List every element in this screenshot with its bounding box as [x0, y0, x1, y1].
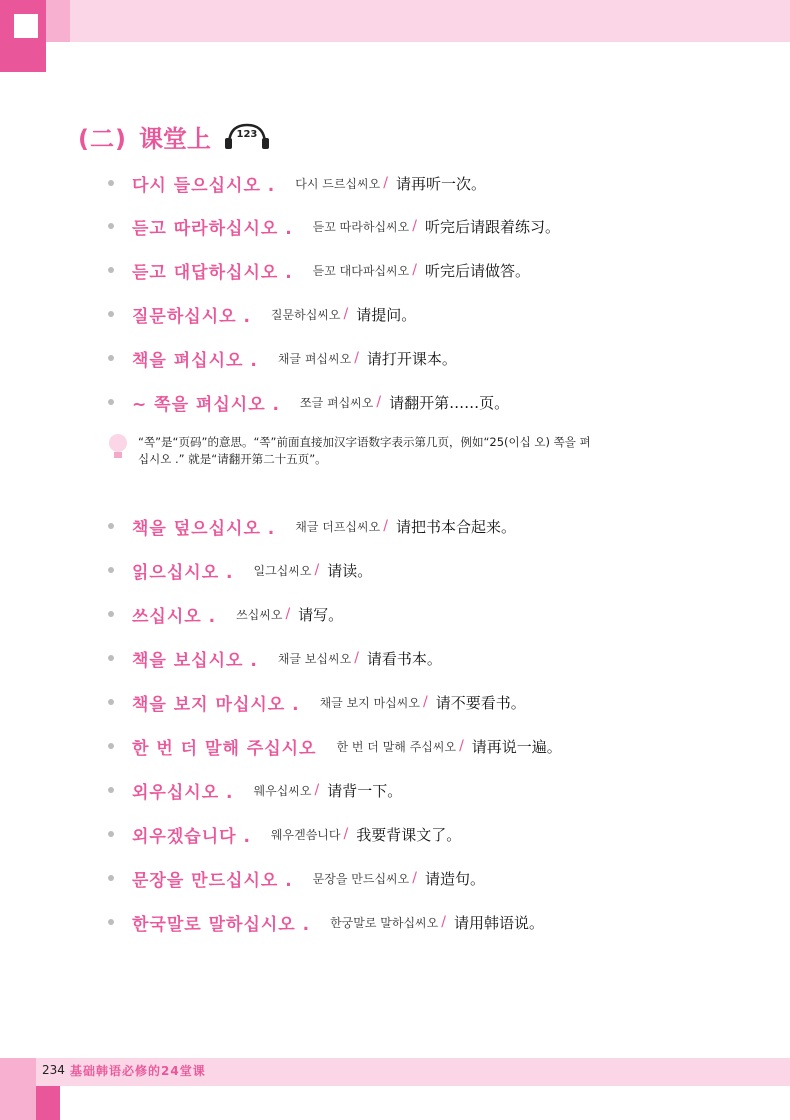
phrase-item	[108, 905, 544, 939]
korean-phrase: 질문하십시오 .	[132, 306, 251, 327]
chinese-translation: 听完后请跟着练习。	[424, 217, 560, 236]
phrase-item	[108, 817, 461, 851]
pronunciation: 문장을 만드십씨오	[312, 871, 410, 886]
bullet-icon	[108, 267, 114, 273]
chinese-translation: 请再说一遍。	[471, 737, 562, 756]
bullet-icon	[108, 787, 114, 793]
bullet-icon	[108, 831, 114, 837]
pronunciation: 쪼글 펴십씨오	[300, 395, 374, 410]
slash-icon: /	[343, 306, 349, 322]
bullet-icon	[108, 699, 114, 705]
pronunciation: 듣꼬 대다파십씨오	[312, 263, 410, 278]
slash-icon: /	[314, 782, 320, 798]
phrase-item	[108, 166, 486, 200]
chinese-translation: 请看书本。	[366, 649, 442, 668]
bullet-icon	[108, 567, 114, 573]
bullet-icon	[108, 180, 114, 186]
pronunciation: 웨우겓씀니다	[270, 827, 341, 842]
chinese-translation: 请把书本合起来。	[395, 517, 516, 536]
page-number: 234	[42, 1063, 65, 1077]
bullet-icon	[108, 875, 114, 881]
korean-phrase: 책을 보지 마십시오 .	[132, 694, 300, 715]
book-title: 基础韩语必修的24堂课	[70, 1064, 206, 1078]
lightbulb-icon	[108, 434, 128, 460]
headphone-icon[interactable]	[223, 121, 271, 151]
chinese-translation: 请提问。	[356, 305, 417, 324]
phrase-item	[108, 341, 457, 375]
korean-phrase: 쓰십시오 .	[132, 606, 217, 627]
slash-icon: /	[422, 694, 428, 710]
korean-phrase: 듣고 따라하십시오 .	[132, 218, 293, 239]
korean-phrase: 책을 덮으십시오 .	[132, 518, 276, 539]
slash-icon: /	[354, 650, 359, 666]
corner-square-light	[46, 0, 70, 42]
chinese-translation: 听完后请做答。	[424, 261, 530, 280]
section-number: (二)	[78, 124, 127, 153]
slash-icon: /	[383, 518, 388, 534]
korean-phrase: 한 번 더 말해 주십시오	[132, 738, 317, 759]
chinese-translation: 请打开课本。	[366, 349, 457, 368]
chinese-translation: 请翻开第……页。	[389, 393, 510, 412]
footer-corner-square	[0, 1058, 36, 1120]
korean-phrase: 문장을 만드십시오 .	[132, 870, 293, 891]
phrase-item	[108, 509, 516, 543]
pronunciation: 웨우십씨오	[253, 783, 312, 798]
bullet-icon	[108, 743, 114, 749]
bullet-icon	[108, 223, 114, 229]
phrase-item	[108, 597, 343, 631]
chinese-translation: 请读。	[327, 561, 373, 580]
section-title: 课堂上	[138, 124, 211, 153]
bullet-icon	[108, 355, 114, 361]
phrase-item	[108, 729, 562, 763]
korean-phrase: 외우겠습니다 .	[132, 826, 251, 847]
pronunciation: 채글 보지 마십씨오	[319, 695, 420, 710]
korean-phrase: 듣고 대답하십시오 .	[132, 262, 293, 283]
pronunciation: 채글 더프십씨오	[295, 519, 381, 534]
korean-phrase: 외우십시오 .	[132, 782, 234, 803]
slash-icon: /	[376, 394, 382, 410]
phrase-item	[108, 685, 526, 719]
tip-note	[108, 434, 720, 468]
phrase-item	[108, 641, 442, 675]
slash-icon: /	[412, 218, 417, 234]
slash-icon: /	[383, 175, 388, 191]
bullet-icon	[108, 523, 114, 529]
korean-phrase: 다시 들으십시오 .	[132, 175, 276, 196]
korean-phrase: ~ 쪽을 펴십시오 .	[132, 394, 280, 415]
chinese-translation: 请背一下。	[327, 781, 403, 800]
chinese-translation: 我要背课文了。	[356, 825, 462, 844]
phrase-item	[108, 253, 530, 287]
audio-track-number: 123	[236, 129, 258, 140]
phrase-item	[108, 553, 372, 587]
korean-phrase: 읽으십시오 .	[132, 562, 234, 583]
pronunciation: 일그십씨오	[253, 563, 312, 578]
phrase-item	[108, 209, 560, 243]
phrase-item	[108, 297, 416, 331]
tip-text	[138, 434, 591, 468]
chinese-translation: 请用韩语说。	[453, 913, 544, 932]
pronunciation: 채글 펴십씨오	[277, 351, 352, 366]
pronunciation: 듣꼬 따라하십씨오	[312, 219, 410, 234]
tip-line: “쪽”是“页码”的意思。“쪽”前面直接加汉字语数字表示第几页，例如“25(이십 오) 쪽을 펴	[138, 435, 591, 449]
chinese-translation: 请写。	[298, 605, 344, 624]
slash-icon: /	[412, 262, 417, 278]
korean-phrase: 한국말로 말하십시오 .	[132, 914, 311, 935]
bullet-icon	[108, 399, 114, 405]
chinese-translation: 请不要看书。	[435, 693, 526, 712]
pronunciation: 질문하십씨오	[270, 307, 341, 322]
slash-icon: /	[314, 562, 320, 578]
chinese-translation: 请造句。	[424, 869, 485, 888]
bullet-icon	[108, 919, 114, 925]
slash-icon: /	[343, 826, 349, 842]
slash-icon: /	[354, 350, 359, 366]
korean-phrase: 책을 펴십시오 .	[132, 350, 258, 371]
slash-icon: /	[412, 870, 417, 886]
section-heading	[78, 118, 271, 154]
pronunciation: 한궁말로 말하십씨오	[330, 915, 439, 930]
pronunciation: 쓰십씨오	[236, 607, 283, 622]
chinese-translation: 请再听一次。	[395, 174, 486, 193]
pronunciation: 다시 드르십씨오	[295, 176, 381, 191]
footer-corner-square-dark	[36, 1086, 60, 1120]
bullet-icon	[108, 655, 114, 661]
slash-icon: /	[459, 738, 464, 754]
slash-icon: /	[441, 914, 446, 930]
bullet-icon	[108, 311, 114, 317]
korean-phrase: 책을 보십시오 .	[132, 650, 258, 671]
slash-icon: /	[285, 606, 291, 622]
pronunciation: 한 번 더 말해 주십씨오	[336, 739, 457, 754]
phrase-item	[108, 385, 509, 419]
header-band	[70, 0, 790, 42]
bullet-icon	[108, 611, 114, 617]
pronunciation: 채글 보십씨오	[277, 651, 352, 666]
phrase-item	[108, 861, 485, 895]
corner-square-inner	[14, 14, 38, 38]
tip-line: 십시오 .” 就是“请翻开第二十五页”。	[138, 452, 327, 466]
phrase-item	[108, 773, 402, 807]
